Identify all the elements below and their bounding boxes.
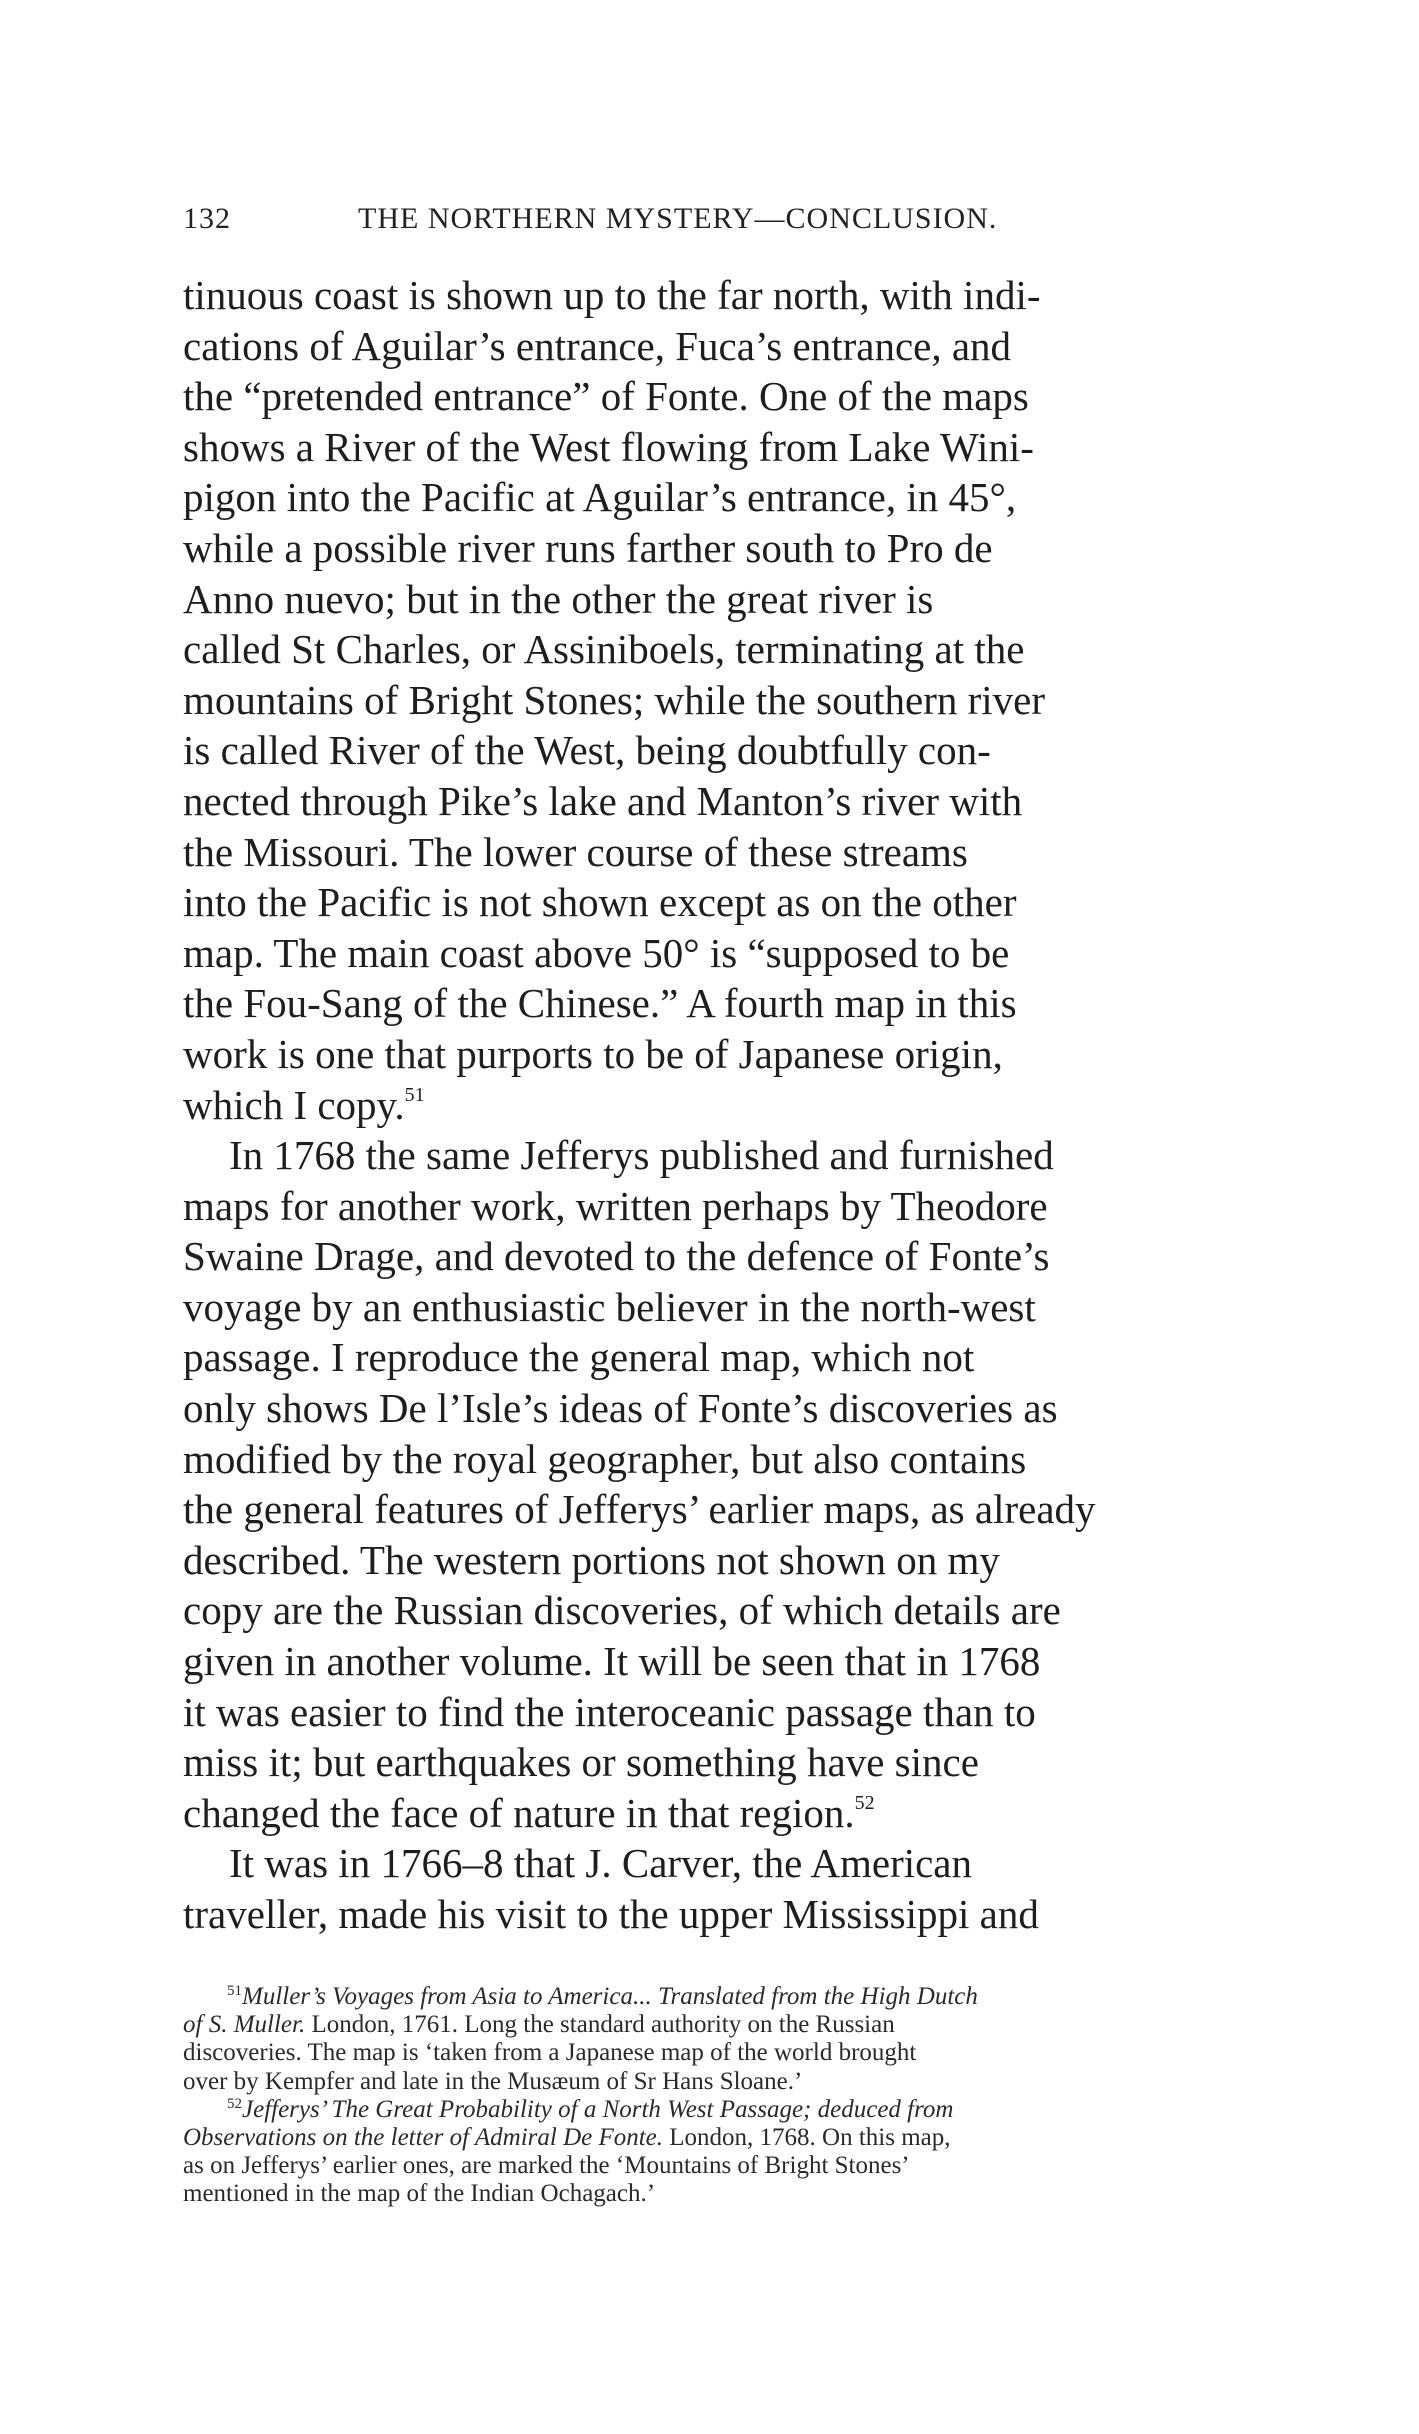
text-line: while a possible river runs farther south to Pro de: [183, 524, 993, 571]
text-line-with-footnote-ref: [183, 1788, 1333, 1839]
paragraph-start-line: It was in 1766–8 that J. Carver, the American: [229, 1840, 973, 1887]
footnote-citation: of S. Muller.: [183, 2011, 306, 2039]
text-line: described. The western portions not shown on my: [183, 1536, 1000, 1583]
text-line: passage. I reproduce the general map, which not: [183, 1334, 975, 1381]
text-line-content: changed the face of nature in that region.: [183, 1789, 855, 1836]
text-line: cations of Aguilar’s entrance, Fuca’s entrance, and: [183, 322, 1012, 369]
text-line: copy are the Russian discoveries, of which details are: [183, 1587, 1061, 1634]
text-line: Swaine Drage, and devoted to the defence of Fonte’s: [183, 1233, 1050, 1280]
text-line: the Missouri. The lower course of these streams: [183, 828, 968, 875]
text-line: modified by the royal geographer, but also contains: [183, 1435, 1027, 1482]
text-line: only shows De l’Isle’s ideas of Fonte’s discoveries as: [183, 1385, 1058, 1432]
text-line: it was easier to find the interoceanic passage than to: [183, 1688, 1036, 1735]
footnote-line: mentioned in the map of the Indian Ochagach.’: [183, 2180, 656, 2208]
footnote-52: [183, 2096, 1333, 2124]
text-line: traveller, made his visit to the upper Mississippi and: [183, 1891, 1039, 1937]
text-line: nected through Pike’s lake and Manton’s river with: [183, 777, 1023, 824]
footnote-number: 52: [227, 2095, 242, 2112]
text-line: work is one that purports to be of Japanese origin,: [183, 1030, 1003, 1077]
running-title: THE NORTHERN MYSTERY—CONCLUSION.: [358, 202, 998, 235]
text-line: into the Pacific is not shown except as on the other: [183, 879, 1017, 926]
footnote-ref-52[interactable]: 52: [854, 1791, 875, 1814]
page-number: 132: [183, 202, 231, 235]
footnote-text: London, 1761. Long the standard authority on the Russian: [305, 2011, 895, 2039]
text-line-content: which I copy.: [183, 1081, 405, 1128]
text-line: Anno nuevo; but in the other the great river is: [183, 575, 934, 622]
footnote-line: discoveries. The map is ‘taken from a Japanese map of the world brought: [183, 2039, 917, 2067]
footnote-line: [183, 2124, 1333, 2152]
text-line: map. The main coast above 50° is “supposed to be: [183, 929, 1010, 976]
text-line: shows a River of the West flowing from Lake Wini-: [183, 423, 1034, 470]
paragraph-start-line: In 1768 the same Jefferys published and furnished: [229, 1132, 1054, 1179]
footnote-ref-51[interactable]: 51: [404, 1083, 425, 1106]
footnotes: [183, 1983, 1333, 2209]
text-line: miss it; but earthquakes or something have since: [183, 1739, 979, 1786]
text-line-with-footnote-ref: [183, 1080, 1333, 1131]
footnote-number: 51: [227, 1983, 242, 1999]
text-line: maps for another work, written perhaps by Theodore: [183, 1182, 1048, 1229]
text-line: the “pretended entrance” of Fonte. One of the maps: [183, 373, 1029, 420]
footnote-citation: Observations on the letter of Admiral De Fonte.: [183, 2123, 664, 2151]
footnote-text: London, 1768. On this map,: [663, 2123, 951, 2151]
main-text: [183, 270, 1333, 1940]
text-line: given in another volume. It will be seen that in 1768: [183, 1638, 1041, 1685]
footnote-line: over by Kempfer and late in the Musæum of Sr Hans Sloane.’: [183, 2067, 803, 2095]
text-line: is called River of the West, being doubtfully con-: [183, 727, 991, 774]
footnote-51: [183, 1983, 1333, 2011]
text-line: tinuous coast is shown up to the far north, with indi-: [183, 272, 1041, 318]
running-header: [183, 202, 1313, 242]
text-line: mountains of Bright Stones; while the southern river: [183, 676, 1046, 723]
text-line: pigon into the Pacific at Aguilar’s entrance, in 45°,: [183, 474, 1017, 521]
text-line: called St Charles, or Assiniboels, terminating at the: [183, 626, 1025, 673]
footnote-citation: Muller’s Voyages from Asia to America... Translated from the High Dutch: [242, 1983, 978, 2010]
footnote-citation: Jefferys’ The Great Probability of a North West Passage; deduced from: [242, 2095, 954, 2123]
footnote-line: [183, 2011, 1333, 2039]
footnote-line: as on Jefferys’ earlier ones, are marked the ‘Mountains of Bright Stones’: [183, 2152, 910, 2180]
text-line: the Fou-Sang of the Chinese.” A fourth map in this: [183, 980, 1017, 1027]
text-line: voyage by an enthusiastic believer in the north-west: [183, 1283, 1036, 1330]
text-line: the general features of Jefferys’ earlier maps, as already: [183, 1486, 1096, 1533]
